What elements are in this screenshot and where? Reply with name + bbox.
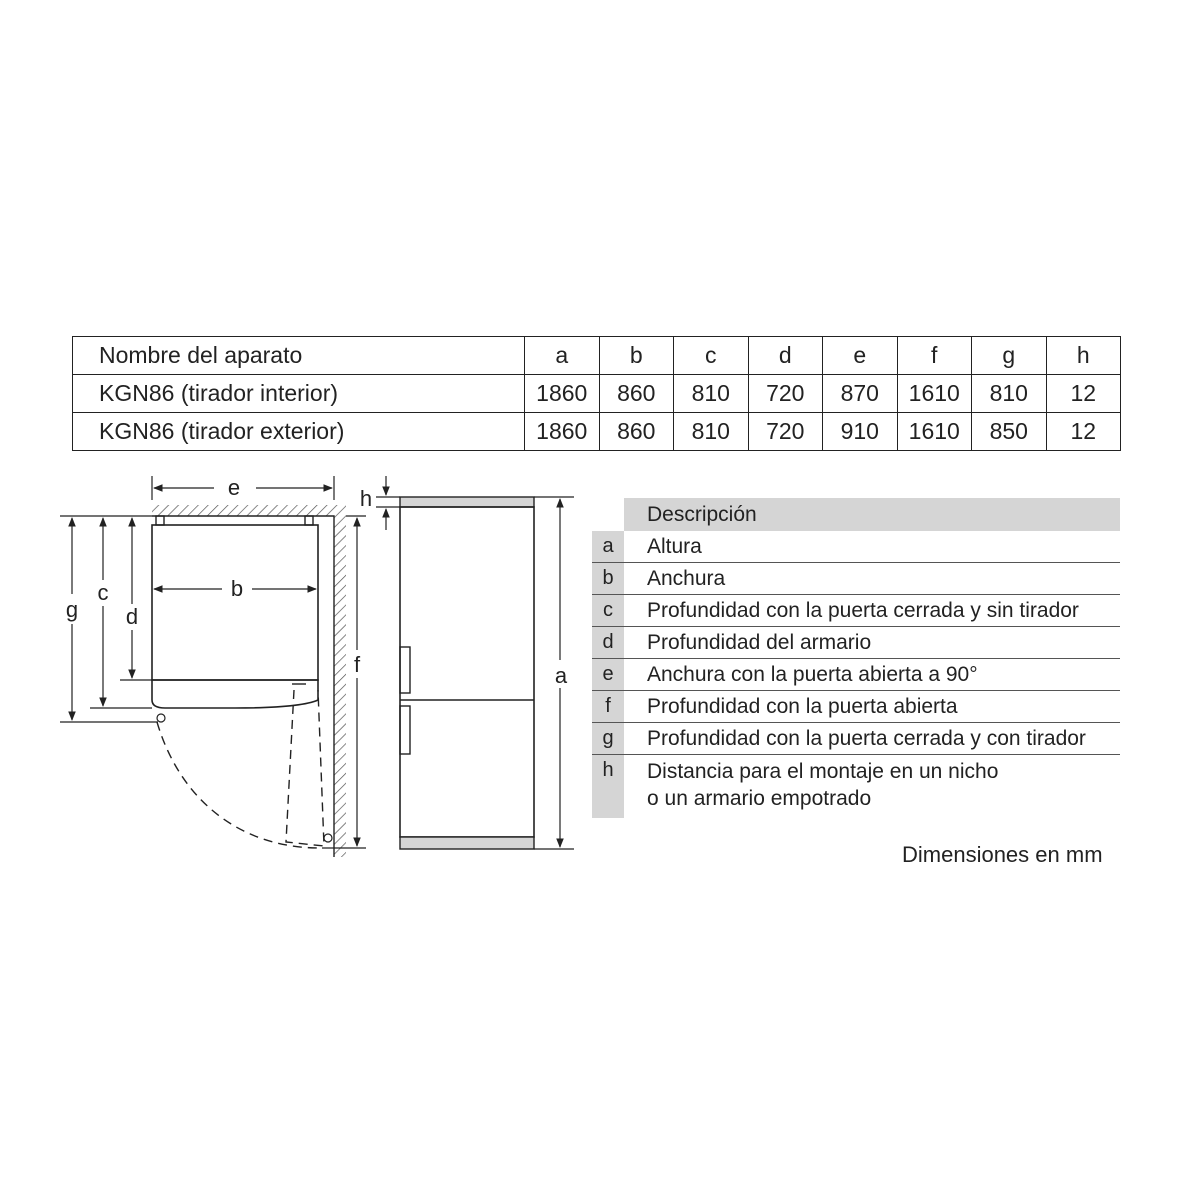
legend-header (592, 498, 1120, 531)
legend-key: e (592, 659, 624, 690)
dim-b-label: b (230, 576, 244, 601)
wall-right-hatch (334, 505, 346, 857)
handle-lower (400, 706, 410, 754)
table-cell: 850 (972, 413, 1047, 451)
legend-text: Profundidad con la puerta abierta (647, 695, 958, 718)
legend-item (592, 627, 1120, 659)
fridge-base (400, 837, 534, 849)
legend (592, 498, 1120, 818)
table-header-cell: c (674, 337, 749, 375)
legend-item (592, 659, 1120, 691)
door-swing-arc (157, 722, 320, 848)
legend-text: Profundidad con la puerta cerrada y con tirador (647, 727, 1086, 750)
fridge-top-cap (400, 497, 534, 507)
table-cell: KGN86 (tirador interior) (73, 375, 525, 413)
table-header-cell: h (1046, 337, 1121, 375)
table-cell: 1610 (897, 375, 972, 413)
legend-item (592, 723, 1120, 755)
table-cell: 810 (674, 375, 749, 413)
legend-text: Distancia para el montaje en un nicho o un armario empotrado (647, 760, 999, 810)
legend-key: a (592, 531, 624, 562)
table-cell: 910 (823, 413, 898, 451)
table-cell: 810 (972, 375, 1047, 413)
legend-key: g (592, 723, 624, 754)
table-header-cell: b (599, 337, 674, 375)
table-cell: 860 (599, 375, 674, 413)
table-cell: 720 (748, 413, 823, 451)
legend-item (592, 531, 1120, 563)
legend-item (592, 755, 1120, 818)
door-open-dashed (286, 690, 324, 846)
legend-text: Anchura con la puerta abierta a 90° (647, 663, 978, 686)
table-cell: 870 (823, 375, 898, 413)
table-cell: 12 (1046, 413, 1121, 451)
table-cell: 1860 (525, 413, 600, 451)
dim-f-label: f (353, 652, 361, 677)
spacer-right (305, 516, 313, 525)
legend-key: h (592, 755, 624, 818)
legend-title: Descripción (624, 498, 1120, 531)
table-cell: 860 (599, 413, 674, 451)
wall-outline (152, 516, 334, 857)
legend-key: f (592, 691, 624, 722)
legend-text: Altura (647, 535, 702, 558)
cabinet-body (152, 525, 318, 680)
units-note: Dimensiones en mm (902, 842, 1103, 867)
table-header-cell: e (823, 337, 898, 375)
dim-h-label: h (359, 486, 373, 511)
fridge-body (400, 507, 534, 837)
front-view (360, 476, 574, 849)
table-cell: 1860 (525, 375, 600, 413)
wall-top-hatch (152, 505, 334, 516)
legend-item (592, 691, 1120, 723)
table-cell: 12 (1046, 375, 1121, 413)
dim-d-label: d (125, 604, 139, 629)
legend-text: Anchura (647, 567, 726, 590)
legend-key: b (592, 563, 624, 594)
dim-g-label: g (65, 597, 79, 622)
table-header-cell: f (897, 337, 972, 375)
hinge-left (157, 714, 165, 722)
legend-item (592, 595, 1120, 627)
handle-upper (400, 647, 410, 693)
dim-c-label: c (97, 580, 109, 605)
legend-text: Profundidad del armario (647, 631, 872, 654)
dim-a-label: a (554, 663, 568, 688)
table-cell: 810 (674, 413, 749, 451)
table-header-cell: Nombre del aparato (73, 337, 525, 375)
table-cell: KGN86 (tirador exterior) (73, 413, 525, 451)
spacer-left (156, 516, 164, 525)
dim-e-label: e (227, 475, 241, 500)
legend-item (592, 563, 1120, 595)
top-view (60, 475, 366, 857)
table-header-cell: g (972, 337, 1047, 375)
legend-key: d (592, 627, 624, 658)
table-header-cell: d (748, 337, 823, 375)
table-cell: 1610 (897, 413, 972, 451)
table-cell: 720 (748, 375, 823, 413)
table-header-cell: a (525, 337, 600, 375)
legend-text: Profundidad con la puerta cerrada y sin tirador (647, 599, 1079, 622)
legend-key: c (592, 595, 624, 626)
hinge-bottom (324, 834, 332, 842)
